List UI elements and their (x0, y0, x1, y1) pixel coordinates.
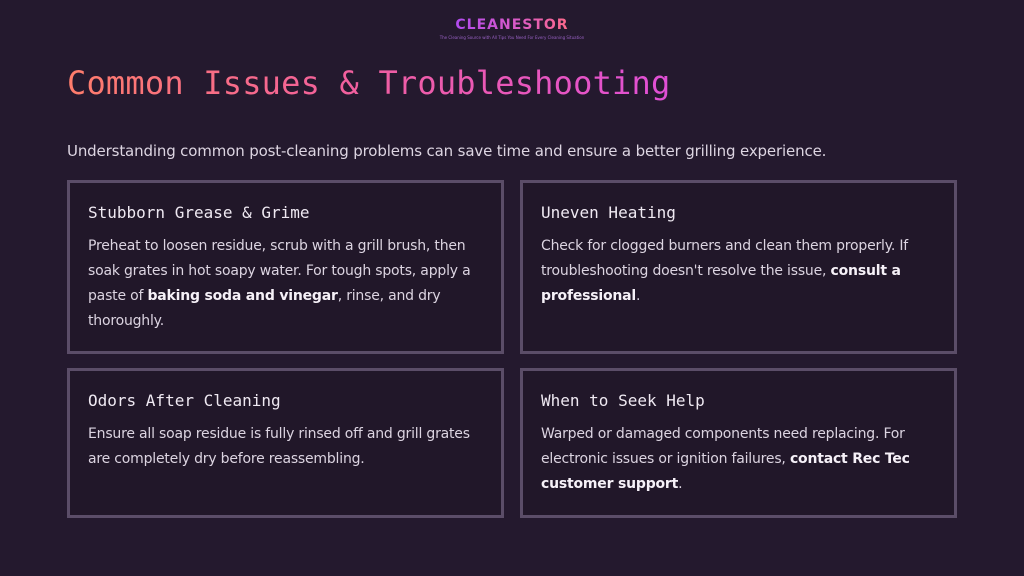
issue-card-grease (67, 180, 504, 354)
card-text-part: Warped or damaged components need replacing. For electronic issues or ignition failures, (541, 426, 905, 467)
brand-logo (0, 14, 1024, 41)
page-title: Common Issues & Troubleshooting (67, 64, 671, 102)
card-heading: When to Seek Help (541, 391, 705, 410)
card-text (88, 234, 483, 334)
card-text-part: , rinse, and dry thoroughly. (88, 288, 441, 329)
logo-tagline: The Cleaning Source with All Tips You Need For Every Cleaning Situation (439, 35, 585, 40)
card-text-part: . (678, 476, 683, 492)
card-text-part: Ensure all soap residue is fully rinsed off and grill grates are completely dry before reassembling. (88, 426, 470, 467)
issue-card-odors (67, 368, 504, 518)
card-text-emphasis: contact Rec Tec customer support (541, 451, 910, 492)
card-text-part: . (636, 288, 641, 304)
card-text (541, 422, 936, 497)
logo-wordmark: CLEANESTOR (455, 17, 569, 33)
intro-text: Understanding common post-cleaning problems can save time and ensure a better grilling experience. (67, 142, 827, 160)
card-text-part: Check for clogged burners and clean them properly. If troubleshooting doesn't resolve the issue, (541, 238, 908, 279)
card-heading: Uneven Heating (541, 203, 676, 222)
card-text-emphasis: baking soda and vinegar (147, 288, 338, 304)
card-heading: Odors After Cleaning (88, 391, 281, 410)
issue-card-heating (520, 180, 957, 354)
card-text (541, 234, 936, 309)
card-heading: Stubborn Grease & Grime (88, 203, 310, 222)
card-text-part: Preheat to loosen residue, scrub with a grill brush, then soak grates in hot soapy water. For tough spots, apply a paste of (88, 238, 471, 304)
issue-card-help (520, 368, 957, 518)
card-text (88, 422, 483, 472)
card-text-emphasis: consult a professional (541, 263, 901, 304)
